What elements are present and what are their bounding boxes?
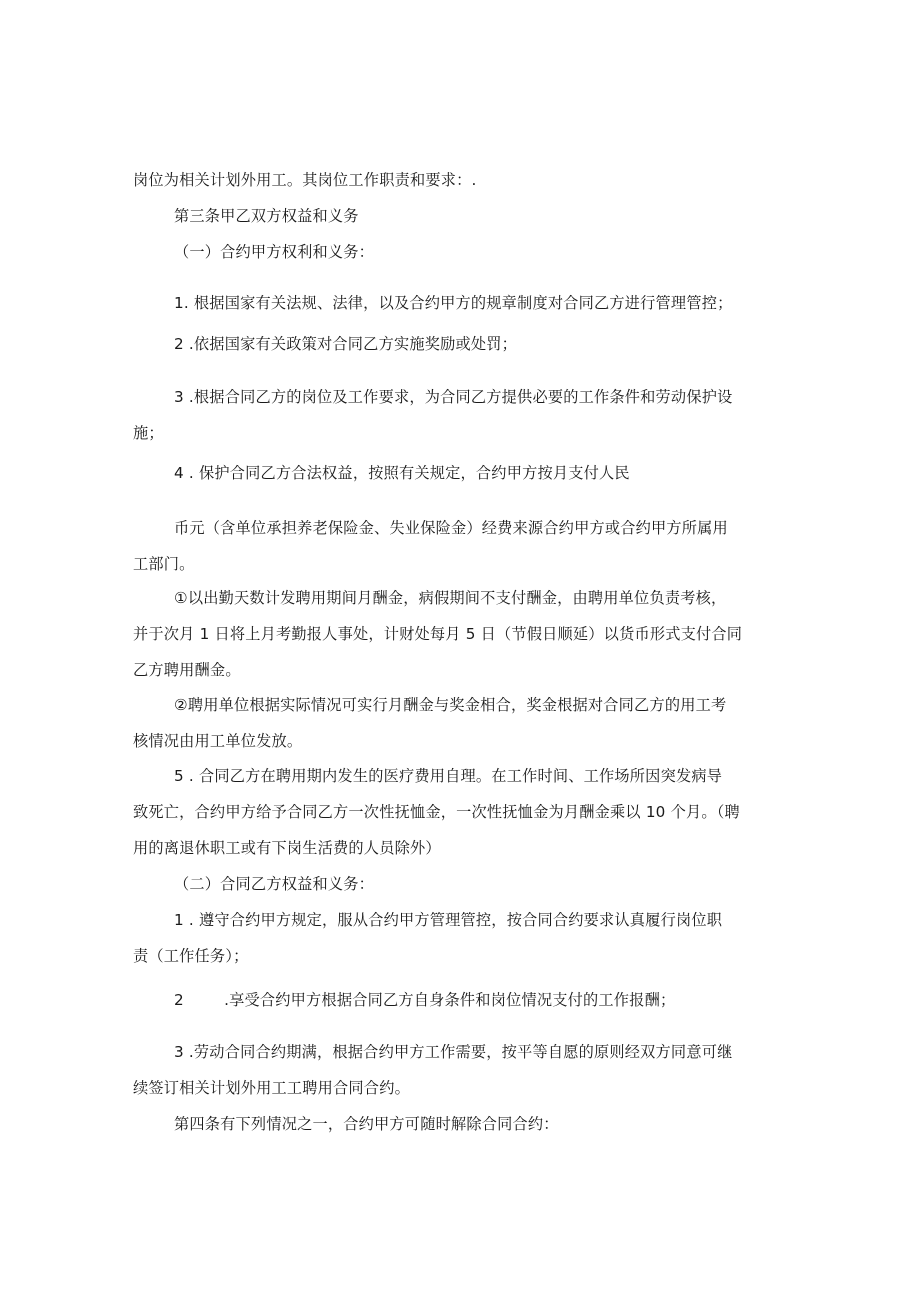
paragraph-bonus: [133, 687, 793, 759]
text-line: 并于次月 1 日将上月考勤报人事处，计财处每月 5 日（节假日顺延）以货币形式支付合同: [133, 625, 743, 643]
item-a3: [133, 379, 793, 451]
text-line: 岗位为相关计划外用工。其岗位工作职责和要求：.: [133, 171, 477, 189]
text-line: 1 . 遵守合约甲方规定，服从合约甲方管理管控，按合同合约要求认真履行岗位职: [174, 911, 723, 929]
paragraph-post-duties: [133, 162, 793, 198]
text-line: 工部门。: [133, 555, 195, 573]
text-line: 责（工作任务）；: [133, 947, 249, 965]
text-line: 致死亡，合约甲方给予合同乙方一次性抚恤金，一次性抚恤金为月酬金乘以 10 个月。（聘: [133, 803, 740, 821]
text-line: 5 . 合同乙方在聘用期内发生的医疗费用自理。在工作时间、工作场所因突发病导: [174, 767, 723, 785]
heading-article-3: [174, 198, 834, 234]
paragraph-monthly-pay: [133, 580, 793, 688]
text-line: 乙方聘用酬金。: [133, 661, 241, 679]
text-line: 1. 根据国家有关法规、法律，以及合约甲方的规章制度对合同乙方进行管理管控；: [174, 294, 733, 312]
paragraph-rmb-funding: [133, 510, 793, 582]
item-a4: [174, 455, 834, 491]
subheading-party-b: [174, 866, 834, 902]
item-a2: [174, 326, 834, 362]
text-line: 2 .享受合约甲方根据合同乙方自身条件和岗位情况支付的工作报酬；: [174, 991, 676, 1009]
text-line: 第四条有下列情况之一，合约甲方可随时解除合同合约：: [174, 1115, 559, 1133]
text-line: 用的离退休职工或有下岗生活费的人员除外）: [133, 839, 441, 857]
item-b2: [174, 982, 834, 1018]
text-line: 3 .根据合同乙方的岗位及工作要求，为合同乙方提供必要的工作条件和劳动保护设: [174, 388, 733, 406]
text-line: ①以出勤天数计发聘用期间月酬金，病假期间不支付酬金，由聘用单位负责考核，: [174, 589, 727, 607]
text-line: （一）合约甲方权利和义务：: [174, 243, 375, 261]
text-line: ②聘用单位根据实际情况可实行月酬金与奖金相合，奖金根据对合同乙方的用工考: [174, 696, 727, 714]
text-line: 第三条甲乙双方权益和义务: [174, 207, 359, 225]
text-line: 施；: [133, 424, 164, 442]
item-a1: [174, 285, 834, 321]
heading-article-4: [174, 1106, 834, 1142]
item-b3: [133, 1034, 793, 1106]
text-line: 4 . 保护合同乙方合法权益，按照有关规定，合约甲方按月支付人民: [174, 464, 630, 482]
text-line: 3 .劳动合同合约期满，根据合约甲方工作需要，按平等自愿的原则经双方同意可继: [174, 1043, 733, 1061]
text-line: 2 .依据国家有关政策对合同乙方实施奖励或处罚；: [174, 335, 518, 353]
text-line: 币元（含单位承担养老保险金、失业保险金）经费来源合约甲方或合约甲方所属用: [174, 519, 728, 537]
item-a5: [133, 758, 793, 866]
text-line: （二）合同乙方权益和义务：: [174, 875, 375, 893]
text-line: 核情况由用工单位发放。: [133, 732, 303, 750]
text-line: 续签订相关计划外用工工聘用合同合约。: [133, 1079, 410, 1097]
item-b1: [133, 902, 793, 974]
subheading-party-a: [174, 234, 834, 270]
